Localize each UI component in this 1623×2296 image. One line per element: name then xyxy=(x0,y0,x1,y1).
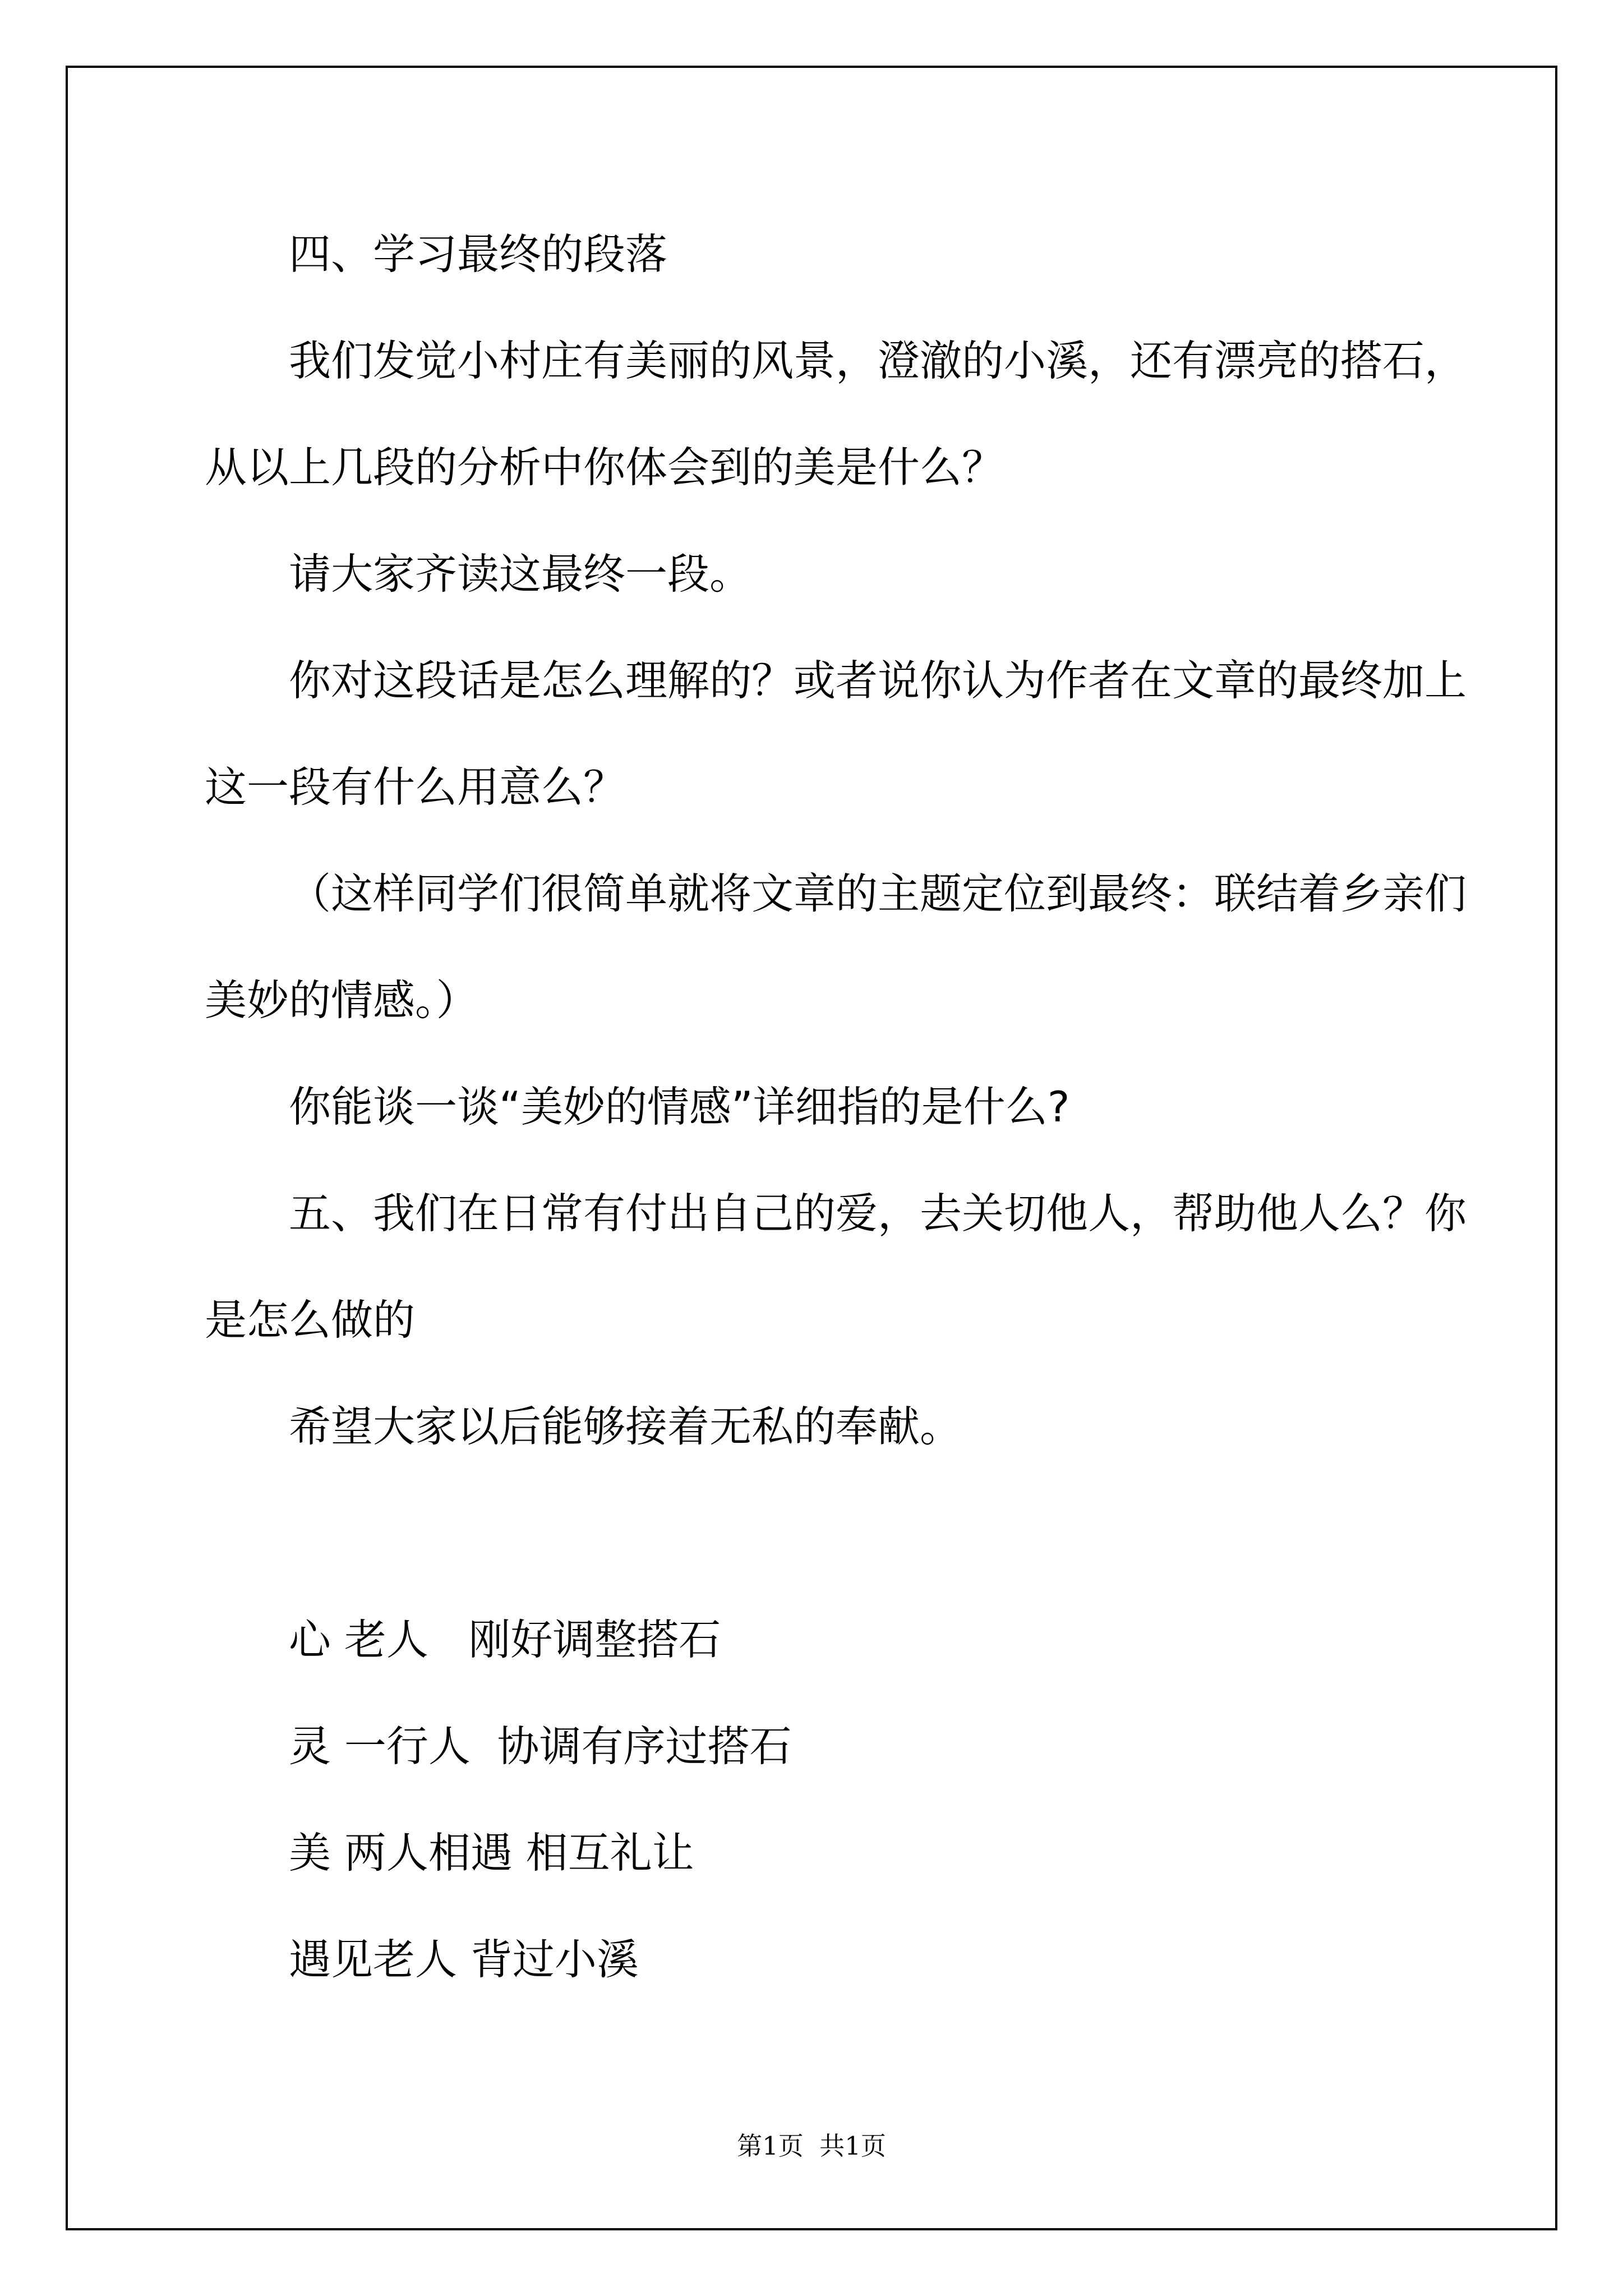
text-line: 这一段有什么用意么？ xyxy=(205,762,626,812)
text-line: 遇见老人 背过小溪 xyxy=(289,1935,639,1984)
page-number-footer: 第1页 共1页 xyxy=(737,2131,886,2161)
text-line: 美 两人相遇 相互礼让 xyxy=(289,1828,694,1878)
text-line: 你能谈一谈“美妙的情感”详细指的是什么? xyxy=(289,1082,1070,1131)
text-line: 希望大家以后能够接着无私的奉献。 xyxy=(289,1402,962,1451)
text-line: 灵 一行人 协调有序过搭石 xyxy=(289,1722,792,1771)
text-line: 五、我们在日常有付出自己的爱，去关切他人，帮助他人么？你 xyxy=(289,1189,1467,1238)
text-line: 请大家齐读这最终一段。 xyxy=(289,549,752,599)
text-line: 美妙的情感。） xyxy=(205,976,478,1025)
text-line: 从以上几段的分析中你体会到的美是什么？ xyxy=(205,443,1004,492)
text-line: 你对这段话是怎么理解的？或者说你认为作者在文章的最终加上 xyxy=(289,656,1467,705)
text-line: 是怎么做的 xyxy=(205,1295,416,1345)
text-line: （这样同学们很简单就将文章的主题定位到最终：联结着乡亲们 xyxy=(289,869,1467,918)
text-line: 心 老人 刚好调整搭石 xyxy=(289,1615,721,1664)
text-line: 我们发觉小村庄有美丽的风景，澄澈的小溪，还有漂亮的搭石， xyxy=(289,336,1467,385)
blank-line xyxy=(205,1480,1467,1586)
document-body xyxy=(205,201,1467,2013)
text-line: 四、学习最终的段落 xyxy=(289,229,668,279)
